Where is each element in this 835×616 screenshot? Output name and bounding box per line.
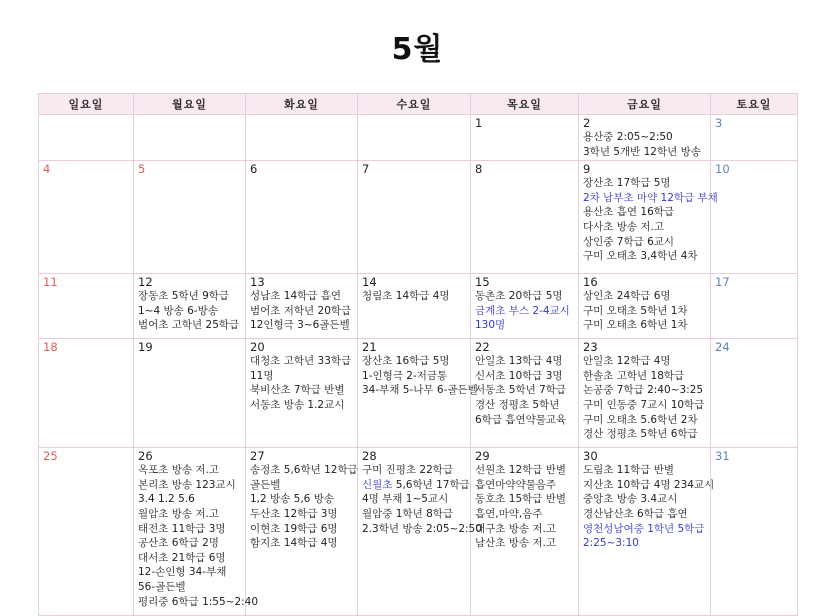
event-text: 청림초 14학급 4명	[362, 290, 450, 303]
event-text: 선원초 12학급 반별	[475, 464, 567, 477]
date-number: 11	[43, 275, 58, 290]
date-number: 1	[475, 116, 483, 130]
event-text: 1~4 방송 6-방송	[138, 304, 218, 317]
event-text: 영천성남여중 1학년 5학급	[583, 522, 705, 535]
calendar-cell-16	[579, 274, 711, 339]
calendar-cell-24	[711, 339, 798, 448]
week-row-0	[39, 115, 798, 161]
event-text: 안일초 13학급 4명	[475, 355, 563, 368]
event-text: 장동초 5학년 9학급	[138, 290, 230, 303]
event-text: 본리초 방송 123교시	[138, 478, 236, 491]
calendar-cell-6	[246, 161, 358, 274]
week-row-2	[39, 274, 798, 339]
event-text: 범어초 고학년 25학급	[138, 319, 240, 332]
event-text: 금계초 부스 2-4교시	[475, 304, 570, 317]
event-text: 두산초 12학급 3명	[250, 507, 338, 520]
week-row-3	[39, 339, 798, 448]
event-text: 경산 정평초 5학년	[475, 398, 560, 411]
date-number: 25	[43, 449, 58, 464]
weekday-header-5: 금요일	[579, 94, 711, 115]
date-number: 29	[475, 449, 490, 464]
weekday-header-4: 목요일	[471, 94, 579, 115]
calendar-cell-17	[711, 274, 798, 339]
event-text: 2차 남부초 마약 12학급 부채	[583, 191, 718, 204]
event-text: 장산초 16학급 5명	[362, 355, 450, 368]
date-number: 24	[715, 340, 730, 355]
calendar-cell-3	[711, 115, 798, 161]
event-text: 신월초 5,6학년 17학급	[362, 478, 470, 491]
weekday-header-2: 화요일	[246, 94, 358, 115]
date-number: 6	[250, 162, 258, 177]
event-text: 대구초 방송 저.고	[475, 522, 557, 535]
event-text: 3.4 1.2 5.6	[138, 493, 195, 506]
calendar-cell-2	[579, 115, 711, 161]
date-number: 4	[43, 162, 51, 177]
event-text: 태전초 11학급 3명	[138, 522, 226, 535]
calendar-cell-10	[711, 161, 798, 274]
event-text: 34-부채 5-나무 6-골든벨	[362, 384, 478, 397]
event-text: 11명	[250, 369, 274, 382]
event-text: 다사초 방송 저.고	[583, 220, 665, 233]
date-number: 20	[250, 340, 265, 355]
event-text: 6학급 흡연약물교육	[475, 413, 567, 426]
calendar-cell-5	[134, 161, 246, 274]
weekday-header-1: 월요일	[134, 94, 246, 115]
date-number: 28	[362, 449, 377, 464]
event-text: 남산초 방송 저.고	[475, 537, 557, 550]
page-title: 5월	[391, 32, 444, 67]
date-number: 18	[43, 340, 58, 355]
calendar-cell-30	[579, 448, 715, 616]
calendar-table	[38, 93, 798, 616]
date-number: 3	[715, 116, 723, 130]
date-number: 31	[715, 449, 730, 464]
event-text: 경산남산초 6학급 흡연	[583, 507, 688, 520]
calendar-cell-15	[471, 274, 579, 339]
event-text: 월암초 방송 저.고	[138, 507, 220, 520]
event-text: 경산 정평초 5학년 6학급	[583, 428, 698, 441]
event-text: 130명	[475, 319, 506, 332]
calendar-cell-20	[246, 339, 358, 448]
event-text: 56-골든벨	[138, 580, 186, 593]
calendar-cell-11	[39, 274, 134, 339]
date-number: 22	[475, 340, 490, 355]
event-text: 구미 오태초 5.6학년 2차	[583, 413, 698, 426]
event-text: 평리중 6학급 1:55~2:40	[138, 595, 259, 608]
event-text: 동호초 15학급 반별	[475, 493, 567, 506]
date-number: 16	[583, 275, 598, 290]
calendar-cell-29	[471, 448, 579, 616]
date-number: 8	[475, 162, 483, 177]
event-text: 2.3학년 방송 2:05~2:50	[362, 522, 482, 535]
date-number: 26	[138, 449, 153, 464]
weekday-header-0: 일요일	[39, 94, 134, 115]
event-text: 월암중 1학년 8학급	[362, 507, 454, 520]
event-text: 장산초 17학급 5명	[583, 177, 671, 190]
event-text: 구미 진평초 22학급	[362, 464, 454, 477]
date-number: 12	[138, 275, 153, 290]
weekday-header-3: 수요일	[358, 94, 471, 115]
calendar-cell-9	[579, 161, 718, 274]
weekday-header-row	[39, 94, 798, 115]
calendar-cell-13	[246, 274, 358, 339]
week-row-1	[39, 161, 798, 274]
date-number: 23	[583, 340, 598, 355]
calendar-cell-19	[134, 339, 246, 448]
event-text: 상인중 7학급 6교시	[583, 235, 675, 248]
event-text: 구미 인동중 7교시 10학급	[583, 398, 705, 411]
event-text: 대서초 21학급 6명	[138, 551, 226, 564]
event-text: 도림초 11학급 반별	[583, 464, 675, 477]
calendar-cell-empty	[358, 115, 471, 161]
calendar-cell-14	[358, 274, 471, 339]
date-number: 5	[138, 162, 146, 177]
event-text: 중앙초 방송 3.4교시	[583, 493, 678, 506]
event-text: 공산초 6학급 2명	[138, 537, 219, 550]
event-text: 신서초 10학급 3명	[475, 369, 563, 382]
week-row-4	[39, 448, 798, 616]
date-number: 7	[362, 162, 370, 177]
calendar-cell-18	[39, 339, 134, 448]
event-text: 대청초 고학년 33학급	[250, 355, 352, 368]
calendar-cell-25	[39, 448, 134, 616]
calendar-cell-23	[579, 339, 711, 448]
event-text: 3학년 5개반 12학년 방송	[583, 145, 701, 158]
event-text: 구미 오태초 6학년 1차	[583, 319, 688, 332]
calendar-cell-1	[471, 115, 579, 161]
date-number: 10	[715, 162, 730, 177]
event-text: 12인형극 3~6골든벨	[250, 319, 350, 332]
event-text: 이현초 19학급 6명	[250, 522, 338, 535]
date-number: 2	[583, 116, 591, 130]
calendar-cell-22	[471, 339, 579, 448]
event-text: 용산초 흡연 16학급	[583, 206, 675, 219]
event-text: 구미 오태초 5학년 1차	[583, 304, 688, 317]
event-text: 1,2 방송 5,6 방송	[250, 493, 334, 506]
date-number: 27	[250, 449, 265, 464]
event-text: 상인초 24학급 6명	[583, 290, 671, 303]
event-text: 흡연,마약,음주	[475, 507, 543, 520]
calendar-body	[39, 115, 798, 616]
event-text: 동촌초 20학급 5명	[475, 290, 563, 303]
date-number: 19	[138, 340, 153, 355]
event-text: 안일초 12학급 4명	[583, 355, 671, 368]
event-text: 성남초 14학급 흡연	[250, 290, 342, 303]
date-number: 30	[583, 449, 598, 464]
event-text: 논공중 7학급 2:40~3:25	[583, 384, 704, 397]
calendar-cell-empty	[246, 115, 358, 161]
calendar-cell-empty	[39, 115, 134, 161]
event-text: 서동초 방송 1.2교시	[250, 398, 345, 411]
event-text: 12-손인형 34-부채	[138, 566, 227, 579]
calendar-cell-8	[471, 161, 579, 274]
calendar-cell-empty	[134, 115, 246, 161]
event-text: 한솔초 고학년 18학급	[583, 369, 685, 382]
event-text: 1-인형극 2-저금통	[362, 369, 448, 382]
event-text: 지산초 10학급 4명 234교시	[583, 478, 715, 491]
event-text: 송정초 5,6학년 12학급	[250, 464, 358, 477]
calendar-cell-21	[358, 339, 478, 448]
event-text: 함지초 14학급 4명	[250, 537, 338, 550]
event-text: 용산중 2:05~2:50	[583, 131, 673, 143]
event-text: 범어초 저학년 20학급	[250, 304, 352, 317]
event-text: 흡연마약약물음주	[475, 478, 557, 491]
event-text: 옥포초 방송 저.고	[138, 464, 220, 477]
event-text: 구미 오태초 3,4학년 4차	[583, 250, 698, 263]
calendar-cell-4	[39, 161, 134, 274]
calendar-cell-7	[358, 161, 471, 274]
event-text: 4명 부채 1~5교시	[362, 493, 449, 506]
date-number: 14	[362, 275, 377, 290]
date-number: 13	[250, 275, 265, 290]
calendar-cell-27	[246, 448, 358, 616]
weekday-header-6: 토요일	[711, 94, 798, 115]
calendar-cell-12	[134, 274, 246, 339]
date-number: 15	[475, 275, 490, 290]
event-text: 2:25~3:10	[583, 537, 639, 550]
event-text: 골든벨	[250, 478, 281, 491]
date-number: 9	[583, 162, 591, 177]
event-text: 북비산초 7학급 반별	[250, 384, 345, 397]
date-number: 17	[715, 275, 730, 290]
event-text: 서동초 5학년 7학급	[475, 384, 567, 397]
calendar-cell-28	[358, 448, 482, 616]
date-number: 21	[362, 340, 377, 355]
calendar-cell-31	[711, 448, 798, 616]
